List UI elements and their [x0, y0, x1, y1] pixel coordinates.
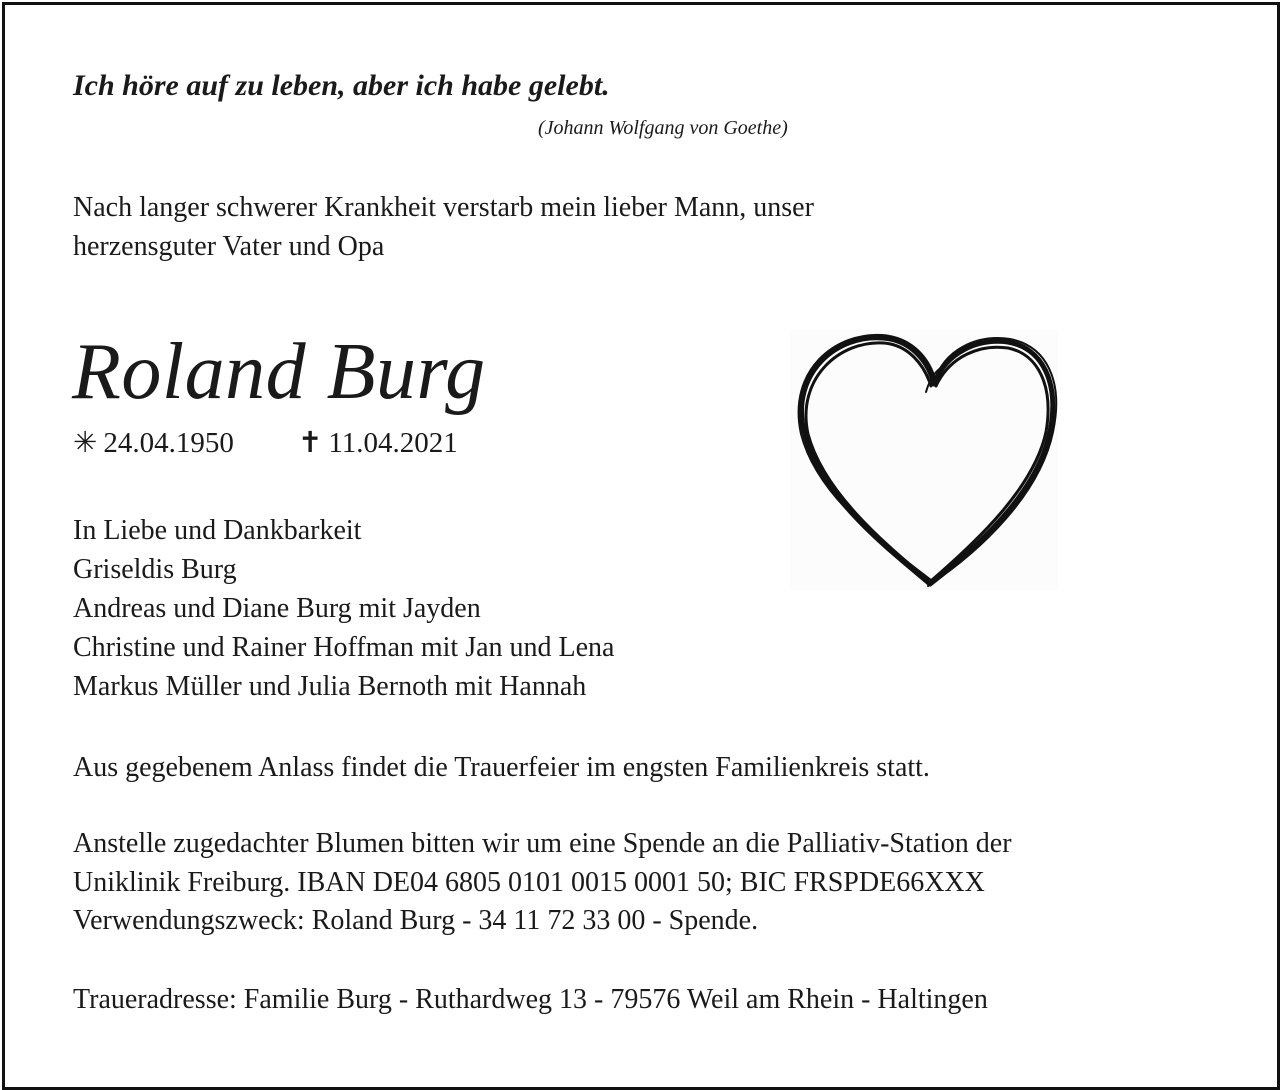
quote-author: (Johann Wolfgang von Goethe): [538, 117, 788, 139]
family-signatures: [73, 511, 615, 706]
quote-text: Ich höre auf zu leben, aber ich habe gelebt.: [73, 69, 610, 102]
intro-line: Nach langer schwerer Krankheit verstarb mein lieber Mann, unser: [73, 192, 814, 223]
deceased-name: Roland Burg: [72, 328, 486, 416]
donation-line: Verwendungszweck: Roland Burg - 34 11 72 33 00 - Spende.: [73, 905, 759, 936]
birth-date-line: [73, 424, 234, 462]
heart-icon: [778, 322, 1068, 597]
intro-line: herzensguter Vater und Opa: [73, 231, 385, 262]
intro-text: [73, 188, 973, 266]
family-line: Markus Müller und Julia Bernoth mit Hannah: [73, 671, 587, 702]
family-line: Griseldis Burg: [73, 554, 237, 585]
death-cross-icon: ✝: [298, 427, 323, 459]
family-line: Christine und Rainer Hoffman mit Jan und Lena: [73, 632, 615, 663]
birth-date: 24.04.1950: [103, 427, 234, 459]
mourning-address: Traueradresse: Familie Burg - Ruthardweg 13 - 79576 Weil am Rhein - Haltingen: [73, 984, 988, 1015]
family-line: In Liebe und Dankbarkeit: [73, 515, 362, 546]
birth-star-icon: ✳: [73, 427, 98, 459]
donation-line: Uniklinik Freiburg. IBAN DE04 6805 0101 0015 0001 50; BIC FRSPDE66XXX: [73, 866, 985, 898]
donation-line: Anstelle zugedachter Blumen bitten wir um eine Spende an die Palliativ-Station der: [73, 828, 1012, 859]
death-date: 11.04.2021: [328, 427, 458, 459]
donation-text: [73, 825, 1012, 941]
family-line: Andreas und Diane Burg mit Jayden: [73, 593, 481, 624]
funeral-note: Aus gegebenem Anlass findet die Trauerfeier im engsten Familienkreis statt.: [73, 752, 930, 783]
death-date-line: [298, 424, 458, 462]
